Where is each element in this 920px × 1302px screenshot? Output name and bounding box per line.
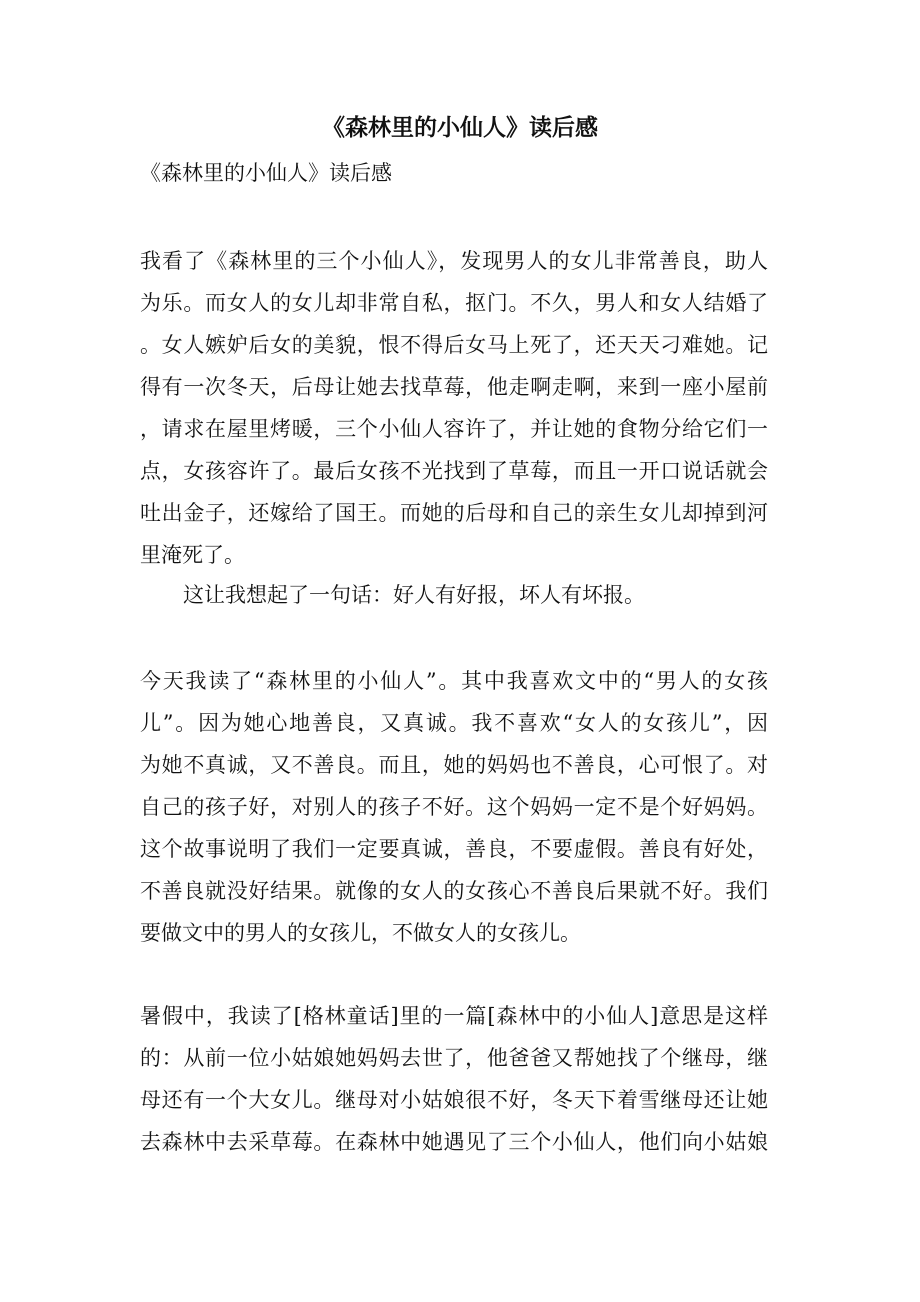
paragraph-line: 的：从前一位小姑娘她妈妈去世了，他爸爸又帮她找了个继母，继 (140, 1046, 768, 1070)
paragraph-line: 要做文中的男人的女孩儿，不做女人的女孩儿。 (140, 921, 581, 945)
paragraph-line: 。女人嫉妒后女的美貌，恨不得后女马上死了，还天天刁难她。记 (140, 333, 768, 357)
paragraph-line: 为她不真诚，又不善良。而且，她的妈妈也不善良，心可恨了。对 (140, 753, 768, 777)
paragraph-line: 我看了《森林里的三个小仙人》，发现男人的女儿非常善良，助人 (140, 249, 768, 273)
document-subtitle: 《森林里的小仙人》读后感 (140, 161, 392, 185)
paragraph-line: 吐出金子，还嫁给了国王。而她的后母和自己的亲生女儿却掉到河 (140, 501, 768, 525)
paragraph-line: 儿”。因为她心地善良，又真诚。我不喜欢“女人的女孩儿”，因 (140, 711, 768, 735)
paragraph-line: 这个故事说明了我们一定要真诚，善良，不要虚假。善良有好处， (140, 837, 768, 861)
paragraph-line: 今天我读了“森林里的小仙人”。其中我喜欢文中的“男人的女孩 (140, 669, 768, 693)
paragraph-line: 母还有一个大女儿。继母对小姑娘很不好，冬天下着雪继母还让她 (140, 1088, 768, 1112)
paragraph-line: 得有一次冬天，后母让她去找草莓，他走啊走啊，来到一座小屋前 (140, 375, 768, 399)
paragraph-1 (140, 240, 768, 576)
paragraph-line: 不善良就没好结果。就像的女人的女孩心不善良后果就不好。我们 (140, 879, 768, 903)
paragraph-3 (140, 995, 768, 1163)
paragraph-2 (140, 660, 768, 954)
paragraph-line: 去森林中去采草莓。在森林中她遇见了三个小仙人，他们向小姑娘 (140, 1130, 768, 1154)
paragraph-line: 暑假中，我读了[格林童话]里的一篇[森林中的小仙人]意思是这样 (140, 1004, 768, 1028)
document-title: 《森林里的小仙人》读后感 (322, 114, 598, 141)
paragraph-line: ，请求在屋里烤暖，三个小仙人容许了，并让她的食物分给它们一 (140, 417, 768, 441)
paragraph-line: 里淹死了。 (140, 543, 245, 567)
paragraph-line: 为乐。而女人的女儿却非常自私，抠门。不久，男人和女人结婚了 (140, 291, 768, 315)
paragraph-line: 自己的孩子好，对别人的孩子不好。这个妈妈一定不是个好妈妈。 (140, 795, 768, 819)
paragraph-1-indented-line: 这让我想起了一句话：好人有好报，坏人有坏报。 (183, 583, 645, 607)
paragraph-line: 点，女孩容许了。最后女孩不光找到了草莓，而且一开口说话就会 (140, 459, 768, 483)
